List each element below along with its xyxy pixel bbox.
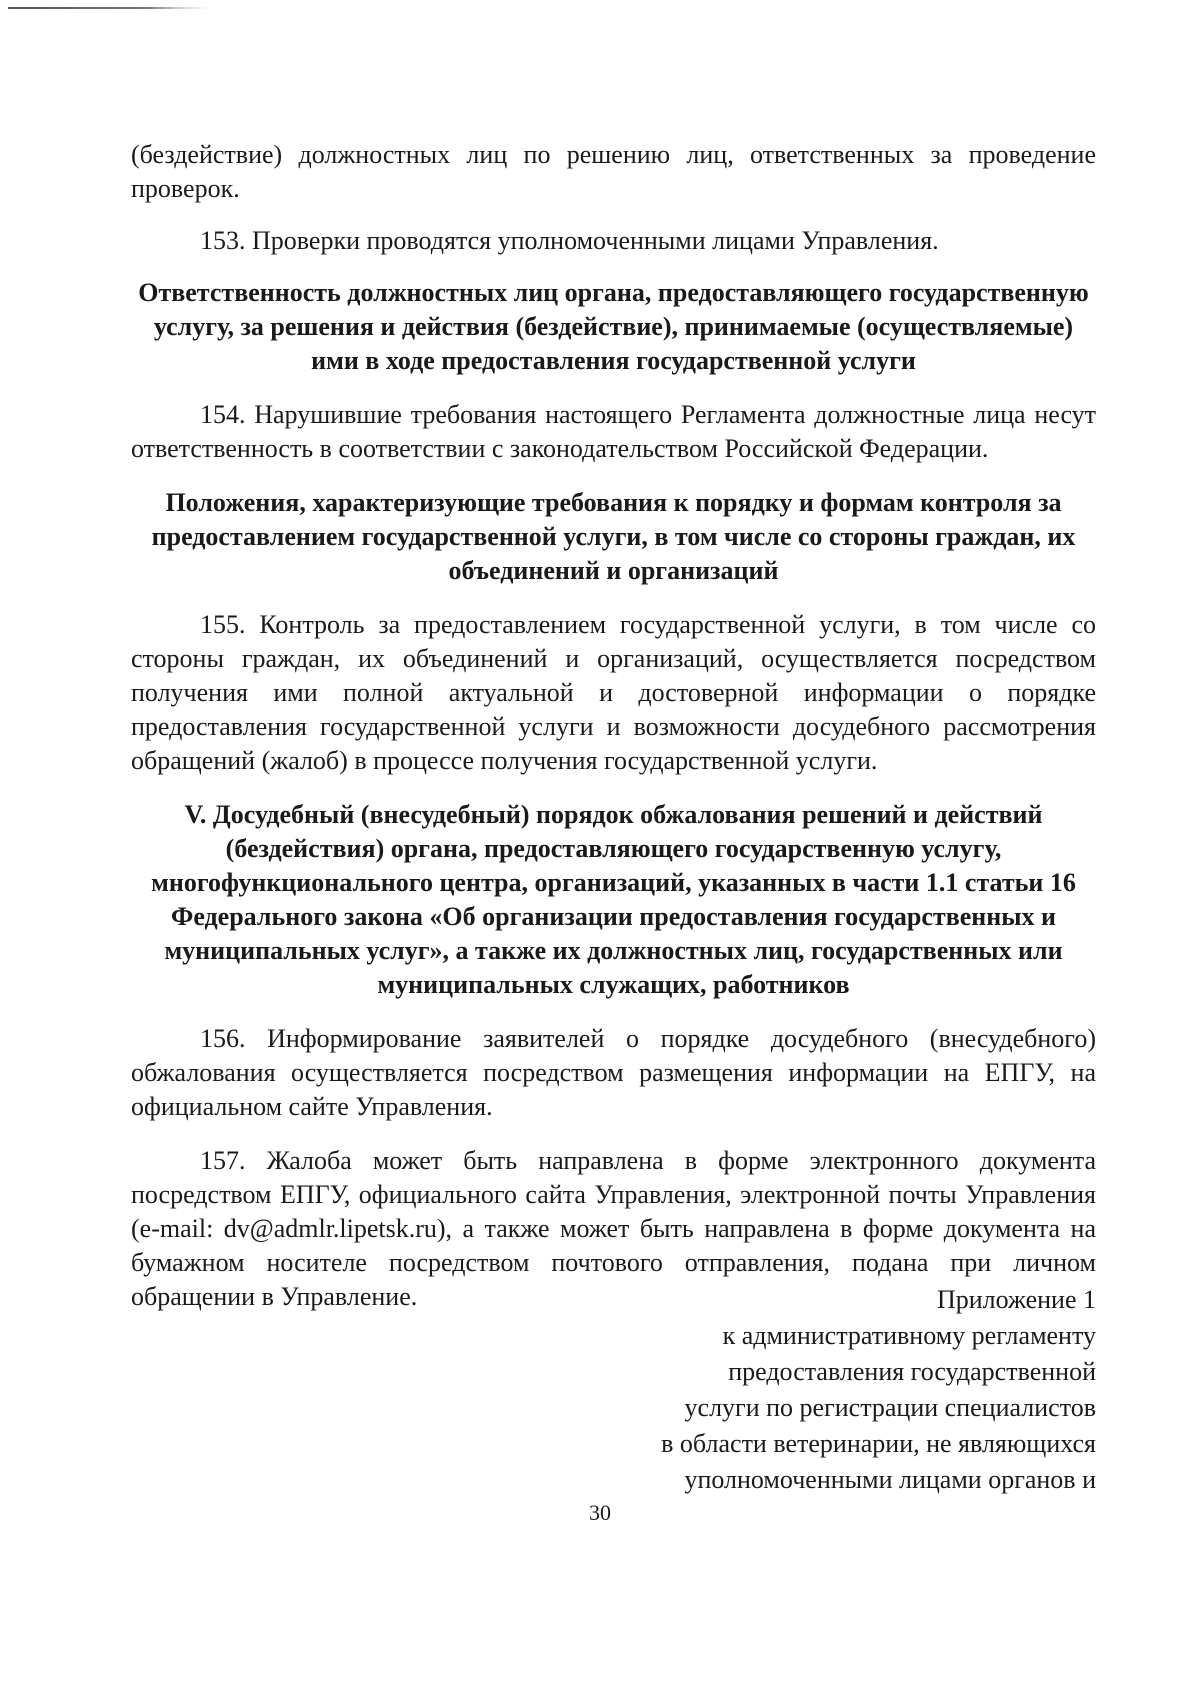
paragraph-continued: (бездействие) должностных лиц по решению лиц, ответственных за проведение проверок. <box>131 140 1096 203</box>
page-number: 30 <box>589 1500 611 1525</box>
paragraph-154: 154. Нарушившие требования настоящего Регламента должностные лица несут ответственность в соответствии с законодательством Российской Федерации. <box>131 400 1096 463</box>
paragraph-157: 157. Жалоба может быть направлена в форме электронного документа посредством ЕПГУ, официального сайта Управления, электронной почты Управления (e-mail: dv@admlr.lipetsk.ru), а также может быть направлена в форме документа на бумажном носителе посредством почтового отправления, подана при личном обращении в Управление. <box>131 1146 1096 1311</box>
appendix-line: услуги по регистрации специалистов <box>684 1393 1096 1422</box>
heading-control: Положения, характеризующие требования к порядку и формам контроля за предоставлением государственной услуги, в том числе со стороны граждан, их объединений и организаций <box>151 488 1076 585</box>
heading-section-5: V. Досудебный (внесудебный) порядок обжалования решений и действий (бездействия) органа, предоставляющего государственную услугу, многофункционального центра, организаций, указанных в части 1.1 статьи 16 Федерального закона «Об организации предоставления государственных и муниципальных услуг», а также их должностных лиц, государственных или муниципальных служащих, работников <box>151 800 1076 999</box>
document-body <box>131 138 1096 1314</box>
heading-responsibility: Ответственность должностных лиц органа, предоставляющего государственную услугу, за решения и действия (бездействие), принимаемые (осуществляемые) ими в ходе предоставления государственной услуги <box>138 278 1089 375</box>
appendix-line: уполномоченными лицами органов и <box>684 1465 1096 1494</box>
paragraph-155: 155. Контроль за предоставлением государственной услуги, в том числе со стороны граждан, их объединений и организаций, осуществляется посредством получения ими полной актуальной и достоверной информации о порядке предоставления государственной услуги и возможности досудебного рассмотрения обращений (жалоб) в процессе получения государственной услуги. <box>131 610 1096 775</box>
appendix-line: в области ветеринарии, не являющихся <box>661 1429 1096 1458</box>
appendix-reference <box>661 1282 1096 1498</box>
paragraph-153: 153. Проверки проводятся уполномоченными лицами Управления. <box>200 226 939 255</box>
paragraph-156: 156. Информирование заявителей о порядке досудебного (внесудебного) обжалования осуществляется посредством размещения информации на ЕПГУ, на официальном сайте Управления. <box>131 1024 1096 1121</box>
appendix-line: Приложение 1 <box>936 1285 1096 1314</box>
scan-artifact-line <box>8 7 208 9</box>
appendix-line: к административному регламенту <box>722 1321 1096 1350</box>
appendix-line: предоставления государственной <box>728 1357 1096 1386</box>
